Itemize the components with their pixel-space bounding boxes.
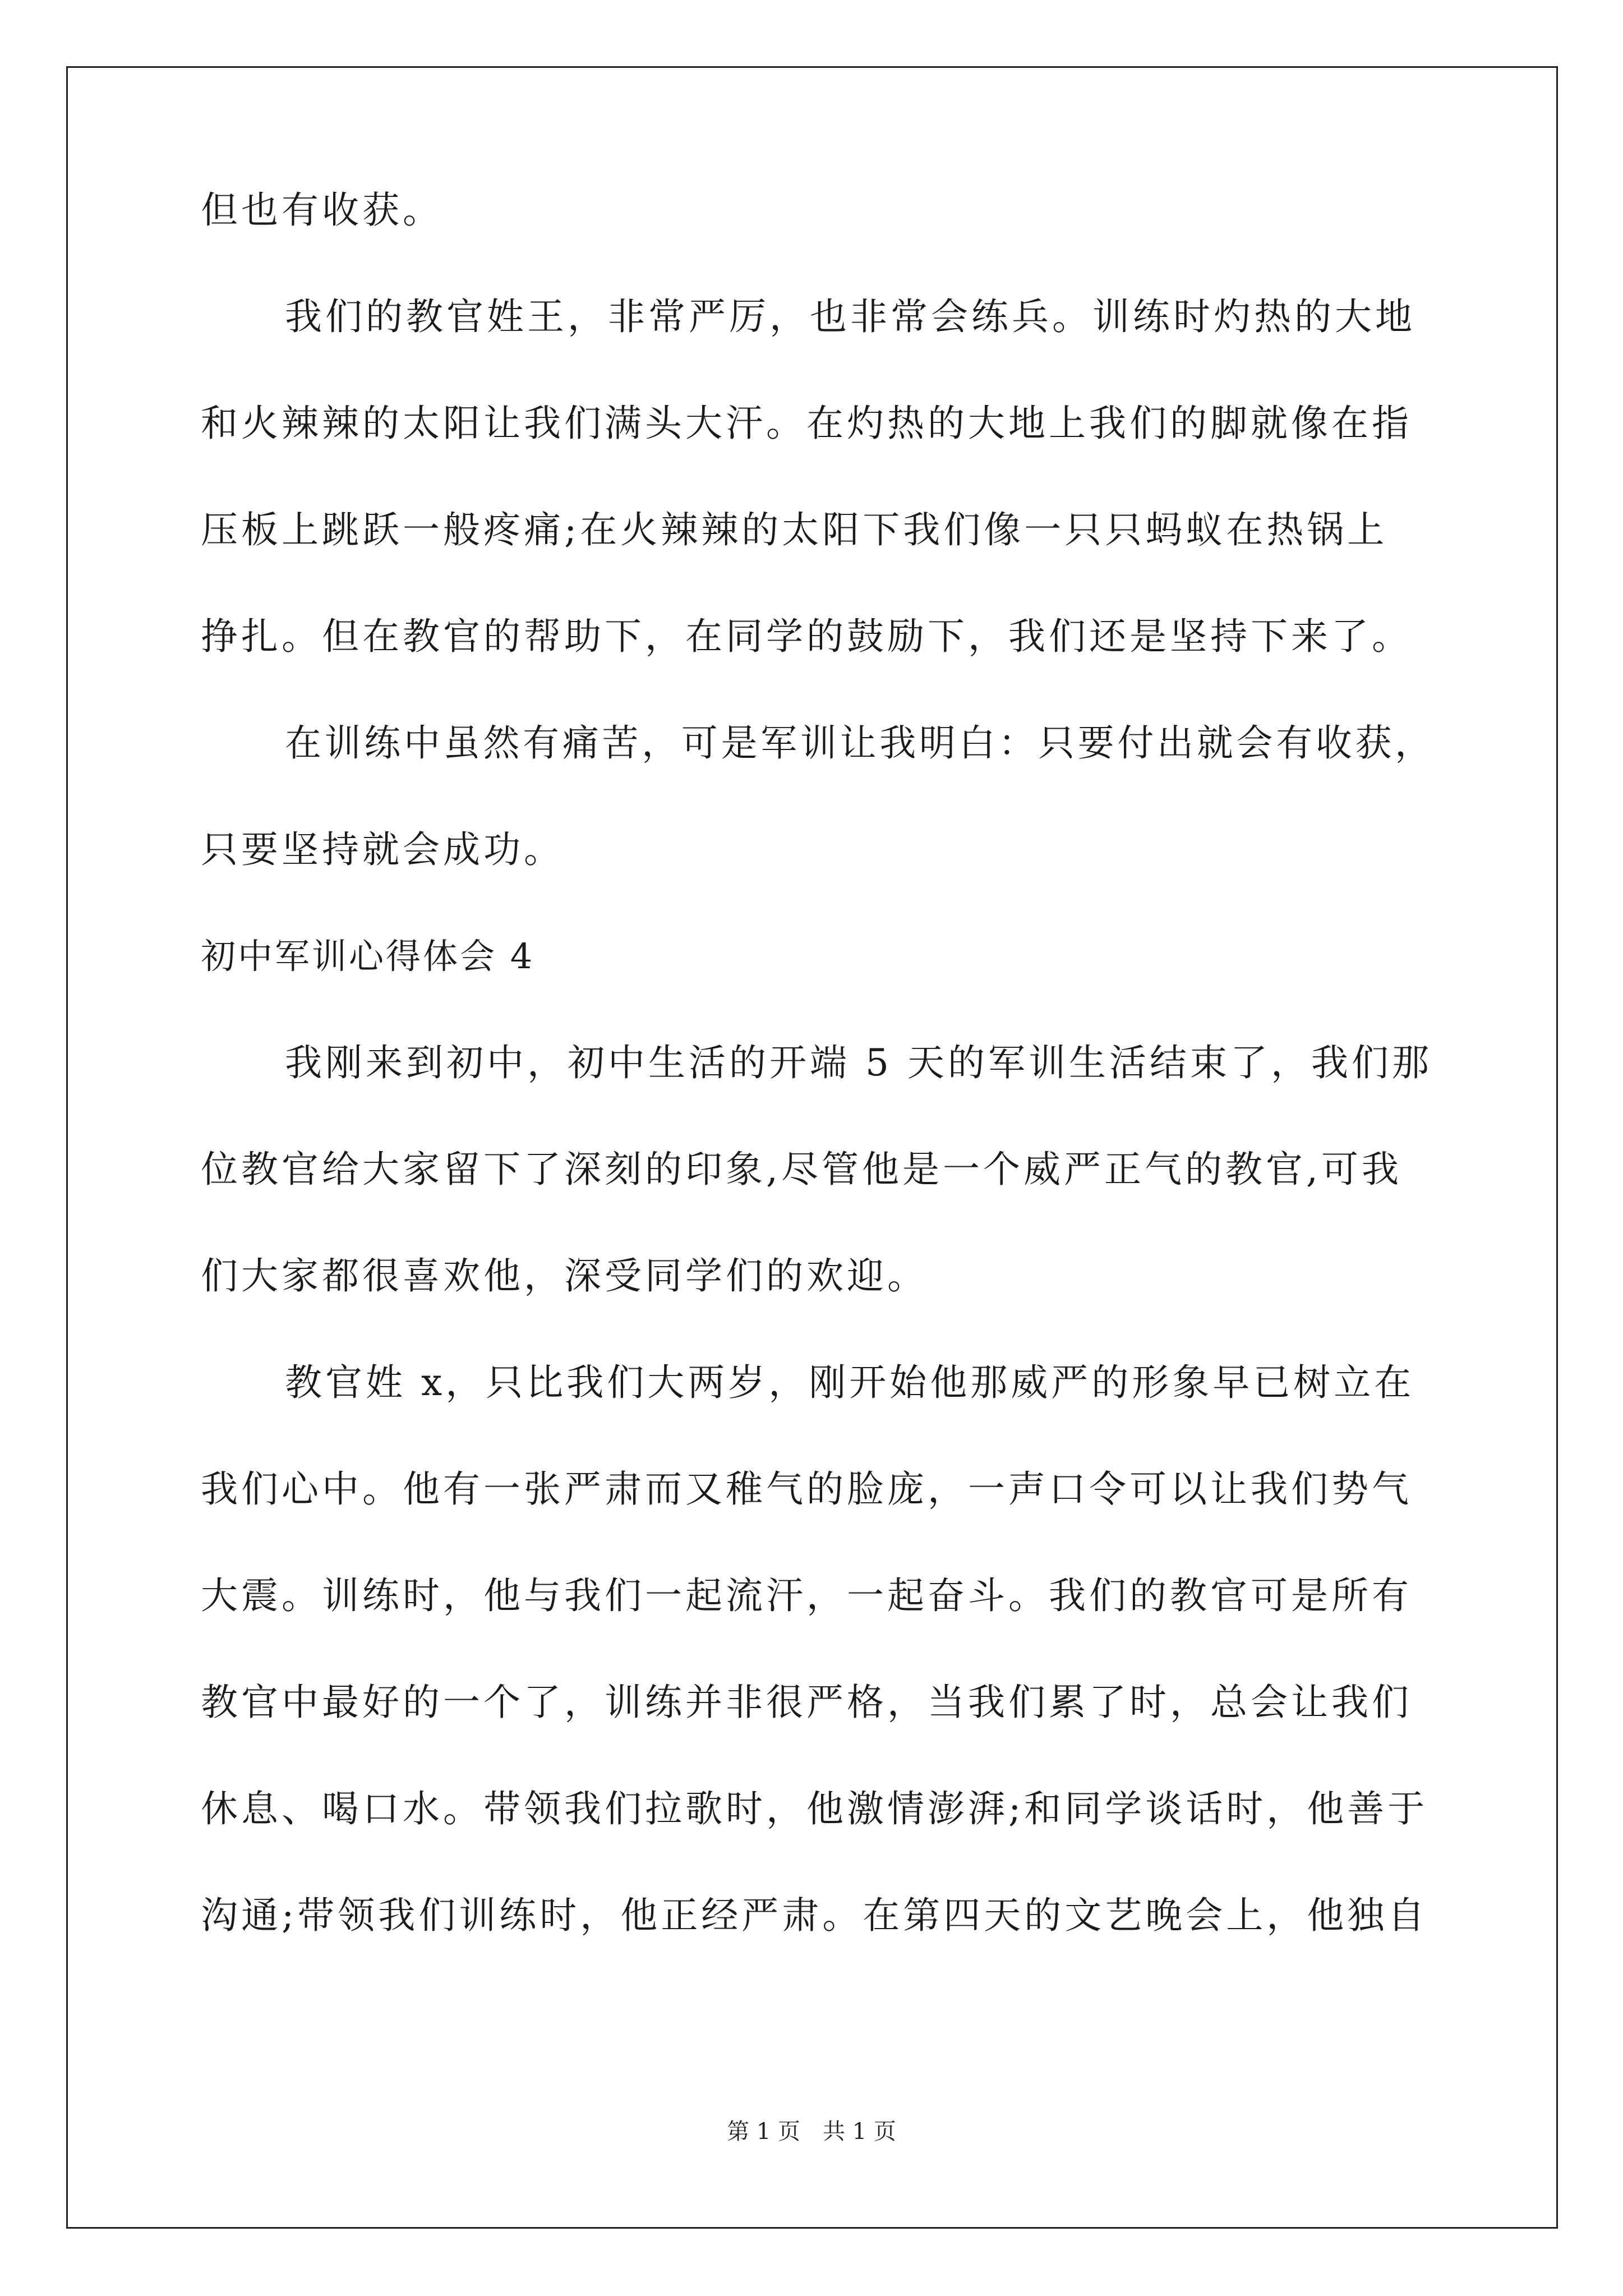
text-line-3: 和火辣辣的太阳让我们满头大汗。在灼热的大地上我们的脚就像在指 [201, 402, 1412, 445]
text-line-1: 但也有收获。 [201, 188, 443, 232]
text-line-15: 教官中最好的一个了，训练并非很严格，当我们累了时，总会让我们 [201, 1681, 1412, 1724]
page-footer: 第 1 页 共 1 页 [727, 2119, 896, 2145]
section-heading: 初中军训心得体会 4 [201, 936, 535, 977]
text-line-5: 挣扎。但在教官的帮助下，在同学的鼓励下，我们还是坚持下来了。 [201, 615, 1412, 658]
text-line-17: 沟通;带领我们训练时，他正经严肃。在第四天的文艺晚会上，他独自 [201, 1894, 1428, 1937]
text-line-10: 位教官给大家留下了深刻的印象,尽管他是一个威严正气的教官,可我 [201, 1148, 1402, 1191]
text-line-13: 我们心中。他有一张严肃而又稚气的脸庞，一声口令可以让我们势气 [201, 1467, 1412, 1511]
text-line-6: 在训练中虽然有痛苦，可是军训让我明白：只要付出就会有收获， [285, 721, 1435, 765]
text-line-2: 我们的教官姓王，非常严厉，也非常会练兵。训练时灼热的大地 [285, 295, 1415, 338]
text-line-12: 教官姓 x，只比我们大两岁，刚开始他那威严的形象早已树立在 [285, 1361, 1415, 1404]
text-line-7: 只要坚持就会成功。 [201, 828, 564, 871]
text-line-9: 我刚来到初中，初中生活的开端 5 天的军训生活结束了，我们那 [285, 1041, 1432, 1084]
text-line-11: 们大家都很喜欢他，深受同学们的欢迎。 [201, 1254, 928, 1297]
text-line-4: 压板上跳跃一般疼痛;在火辣辣的太阳下我们像一只只蚂蚁在热锅上 [201, 508, 1388, 551]
text-line-14: 大震。训练时，他与我们一起流汗，一起奋斗。我们的教官可是所有 [201, 1574, 1412, 1617]
text-line-16: 休息、喝口水。带领我们拉歌时，他激情澎湃;和同学谈话时，他善于 [201, 1787, 1428, 1830]
